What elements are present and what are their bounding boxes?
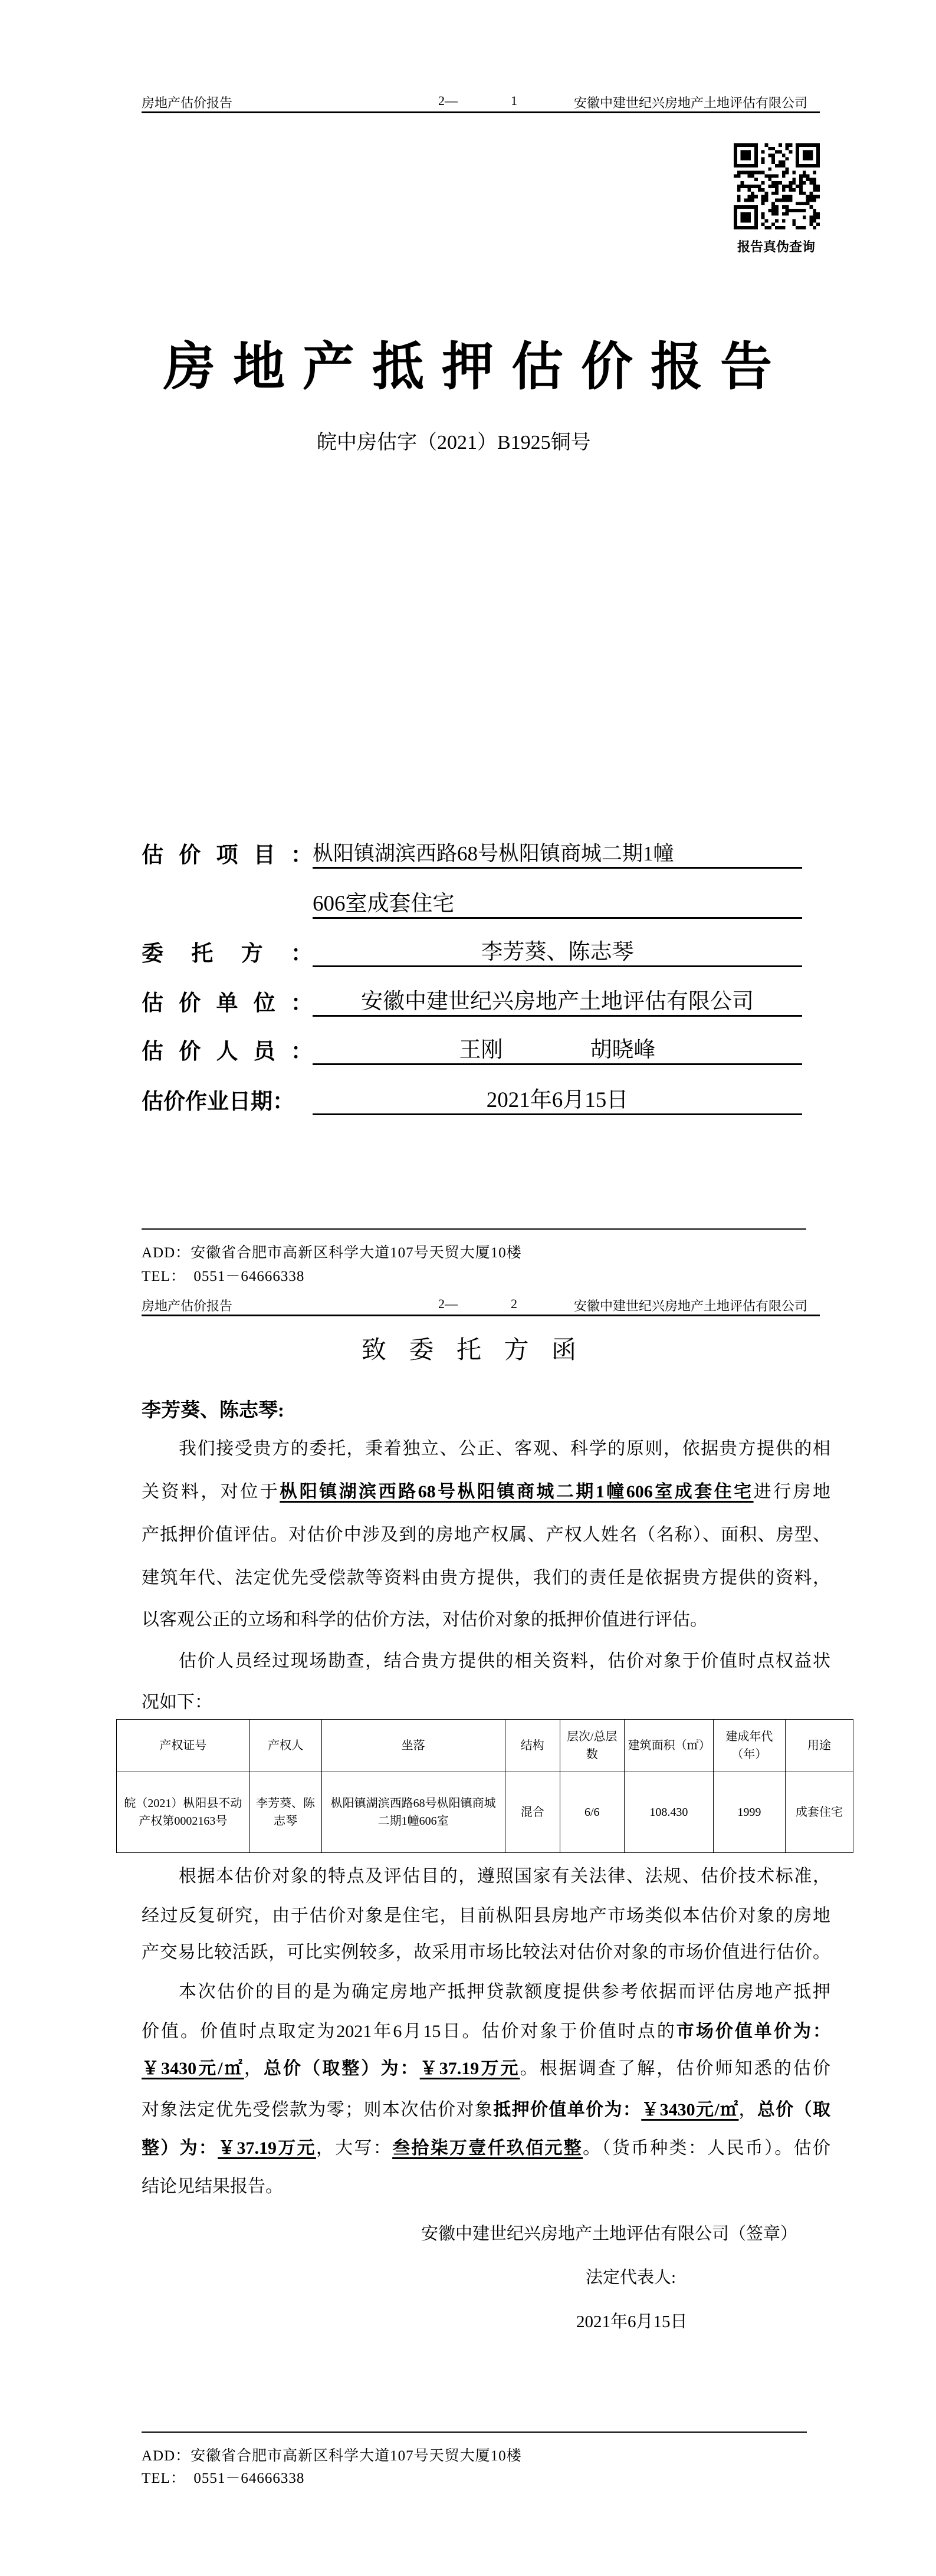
label-char: 价 <box>179 1040 201 1064</box>
paragraph-line <box>142 2098 830 2122</box>
emphasized-text: 市场价值单价为： <box>676 2022 831 2041</box>
label-char: 估价作业日期： <box>142 1090 294 1114</box>
table-cell: 混合 <box>505 1772 560 1853</box>
paragraph-line <box>142 1608 830 1632</box>
text-segment: 以客观公正的立场和科学的估价方法，对估价对象的抵押价值进行评估。 <box>142 1610 708 1629</box>
emphasized-text: ￥3430元/㎡ <box>641 2100 739 2120</box>
label-char: 单 <box>216 991 238 1016</box>
cover-field-label <box>142 935 313 967</box>
table-cell: 108.430 <box>624 1772 713 1853</box>
cover-field-row <box>142 941 802 967</box>
label-char: 人 <box>216 1040 238 1064</box>
header-rule <box>142 1315 820 1316</box>
label-char: 委 <box>142 942 163 966</box>
report-number: 皖中房估字（2021）B1925铜号 <box>317 432 591 454</box>
paragraph-line <box>142 1691 830 1714</box>
text-segment: 我们接受贵方的委托，秉着独立、公正、客观、科学的原则，依据贵方提供的相 <box>179 1439 830 1458</box>
paragraph-line <box>142 2175 830 2199</box>
label-char: 估 <box>142 991 163 1016</box>
text-segment: 对象法定优先受偿款为零；则本次估价对象 <box>142 2100 494 2120</box>
text-segment: 关资料，对位于 <box>142 1482 280 1501</box>
header-left: 房地产估价报告 <box>142 96 233 110</box>
label-char: 价 <box>179 843 201 868</box>
label-char: 价 <box>179 991 201 1016</box>
table-cell: 李芳葵、陈志琴 <box>249 1772 321 1853</box>
header-page-prefix: 2— <box>438 93 458 108</box>
table-header-cell: 结构 <box>505 1720 560 1772</box>
paragraph-line <box>142 1941 830 1964</box>
table-header-cell: 产权证号 <box>117 1720 250 1772</box>
paragraph-line <box>142 2057 830 2081</box>
legal-representative: 法定代表人: <box>586 2268 676 2287</box>
cover-field-row <box>142 1089 802 1115</box>
label-char: 位 <box>253 991 275 1016</box>
footer-tel: TEL： 0551－64666338 <box>142 2470 305 2486</box>
emphasized-text: ￥3430元/㎡ <box>142 2059 244 2078</box>
text-segment: ， <box>738 2100 757 2120</box>
qr-label: 报告真伪查询 <box>737 239 816 254</box>
signature-date: 2021年6月15日 <box>576 2312 688 2331</box>
table-cell: 成套住宅 <box>785 1772 853 1853</box>
paragraph-line <box>142 1523 830 1547</box>
label-char: ： <box>291 843 313 868</box>
cover-field-value: 王刚 胡晓峰 <box>313 1037 802 1065</box>
footer-rule <box>142 2432 807 2433</box>
label-char: ： <box>290 942 313 966</box>
label-char: 目 <box>253 843 275 868</box>
emphasized-text: 抵押价值单价为： <box>493 2100 642 2120</box>
text-segment: 经过反复研究，由于估价对象是住宅，目前枞阳县房地产市场类似本估价对象的房地 <box>142 1906 830 1926</box>
cover-field-label <box>142 837 313 869</box>
salutation: 李芳葵、陈志琴: <box>142 1400 284 1421</box>
cover-field-row-continued <box>142 893 802 919</box>
table-cell: 皖（2021）枞阳县不动产权第0002163号 <box>117 1772 250 1853</box>
text-segment: 本次估价的目的是为确定房地产抵押贷款额度提供参考依据而评估房地产抵押 <box>179 1982 830 2002</box>
label-char: 托 <box>191 942 214 966</box>
cover-field-value-continued: 606室成套住宅 <box>313 891 802 919</box>
footer-address: ADD：安徽省合肥市高新区科学大道107号天贸大厦10楼 <box>142 1245 522 1261</box>
table-header-cell: 坐落 <box>321 1720 505 1772</box>
paragraph-line <box>179 1650 830 1673</box>
text-segment: ，大写： <box>316 2138 393 2158</box>
paragraph-line <box>142 1904 830 1928</box>
table-row <box>117 1772 853 1853</box>
table-header-cell: 建成年代（年） <box>714 1720 786 1772</box>
cover-field-row <box>142 991 802 1017</box>
header-page-number: 2 <box>511 1296 517 1311</box>
footer-tel: TEL： 0551－64666338 <box>142 1269 305 1284</box>
text-segment: 结论见结果报告。 <box>142 2177 283 2196</box>
cover-field-label <box>142 1033 313 1065</box>
label-char: 方 <box>241 942 263 966</box>
paragraph-line <box>142 1566 830 1590</box>
cover-field-value: 2021年6月15日 <box>313 1087 802 1115</box>
header-company: 安徽中建世纪兴房地产土地评估有限公司 <box>574 1299 808 1313</box>
label-char: ： <box>291 991 313 1016</box>
emphasized-text: 总价（取 <box>757 2100 831 2120</box>
label-char: 估 <box>142 843 163 868</box>
text-segment: ， <box>244 2059 264 2078</box>
table-header-row <box>117 1720 853 1772</box>
paragraph-line <box>179 1980 830 2004</box>
paragraph-line <box>142 2020 830 2043</box>
text-segment: 估价人员经过现场勘查，结合贵方提供的相关资料，估价对象于价值时点权益状 <box>179 1651 830 1671</box>
property-table <box>116 1719 853 1853</box>
header-left: 房地产估价报告 <box>142 1299 233 1313</box>
cover-field-value: 李芳葵、陈志琴 <box>313 939 802 967</box>
cover-field-value: 枞阳镇湖滨西路68号枞阳镇商城二期1幢 <box>313 841 802 869</box>
table-header-cell: 层次/总层数 <box>560 1720 624 1772</box>
paragraph-line <box>179 1865 830 1888</box>
label-char: ： <box>291 1040 313 1064</box>
header-rule <box>142 111 820 113</box>
text-segment: 。（货币种类：人民币）。估价 <box>583 2138 831 2158</box>
qr-code-icon[interactable] <box>734 143 820 229</box>
paragraph-line <box>179 1437 830 1461</box>
footer-address: ADD：安徽省合肥市高新区科学大道107号天贸大厦10楼 <box>142 2448 522 2464</box>
table-header-cell: 用途 <box>785 1720 853 1772</box>
cover-field-label <box>142 1083 313 1115</box>
header-page-prefix: 2— <box>438 1296 458 1311</box>
cover-field-label <box>142 985 313 1017</box>
label-char: 估 <box>142 1040 163 1064</box>
emphasized-text: ￥37.19万元 <box>218 2138 316 2158</box>
table-cell: 枞阳镇湖滨西路68号枞阳镇商城二期1幢606室 <box>321 1772 505 1853</box>
cover-field-row <box>142 843 802 869</box>
table-header-cell: 产权人 <box>249 1720 321 1772</box>
text-segment: 价值。价值时点取定为2021年6月15日。估价对象于价值时点的 <box>142 2022 676 2041</box>
text-segment: 产抵押价值评估。对估价中涉及到的房地产权属、产权人姓名（名称）、面积、房型、 <box>142 1525 830 1545</box>
emphasized-text: 叁拾柒万壹仟玖佰元整 <box>392 2138 583 2158</box>
text-segment: 。根据调查了解，估价师知悉的估价 <box>520 2059 831 2078</box>
emphasized-text: 枞阳镇湖滨西路68号枞阳镇商城二期1幢606室成套住宅 <box>280 1482 754 1501</box>
cover-field-row <box>142 1039 802 1065</box>
text-segment: 建筑年代、法定优先受偿款等资料由贵方提供，我们的责任是依据贵方提供的资料， <box>142 1568 830 1588</box>
paragraph-line <box>142 1480 830 1504</box>
header-company: 安徽中建世纪兴房地产土地评估有限公司 <box>574 96 808 110</box>
text-segment: 产交易比较活跃，可比实例较多，故采用市场比较法对估价对象的市场价值进行估价。 <box>142 1943 830 1962</box>
table-cell: 6/6 <box>560 1772 624 1853</box>
footer-rule <box>142 1228 806 1230</box>
emphasized-text: 总价（取整）为： <box>263 2059 420 2078</box>
text-segment: 况如下： <box>142 1693 212 1712</box>
cover-field-value: 安徽中建世纪兴房地产土地评估有限公司 <box>313 989 802 1017</box>
emphasized-text: 整）为： <box>142 2138 218 2158</box>
table-header-cell: 建筑面积（㎡） <box>624 1720 713 1772</box>
paragraph-line <box>142 2137 830 2160</box>
text-segment: 根据本估价对象的特点及评估目的，遵照国家有关法律、法规、估价技术标准， <box>179 1867 830 1886</box>
text-segment: 进行房地 <box>753 1482 831 1501</box>
emphasized-text: ￥37.19万元 <box>419 2059 520 2078</box>
letter-title: 致 委 托 方 函 <box>362 1337 585 1364</box>
table-cell: 1999 <box>714 1772 786 1853</box>
label-char: 项 <box>216 843 238 868</box>
header-page-number: 1 <box>511 93 517 108</box>
label-char: 员 <box>253 1040 275 1064</box>
signature-company: 安徽中建世纪兴房地产土地评估有限公司（签章） <box>421 2225 798 2243</box>
report-title: 房地产抵押估价报告 <box>163 339 790 396</box>
